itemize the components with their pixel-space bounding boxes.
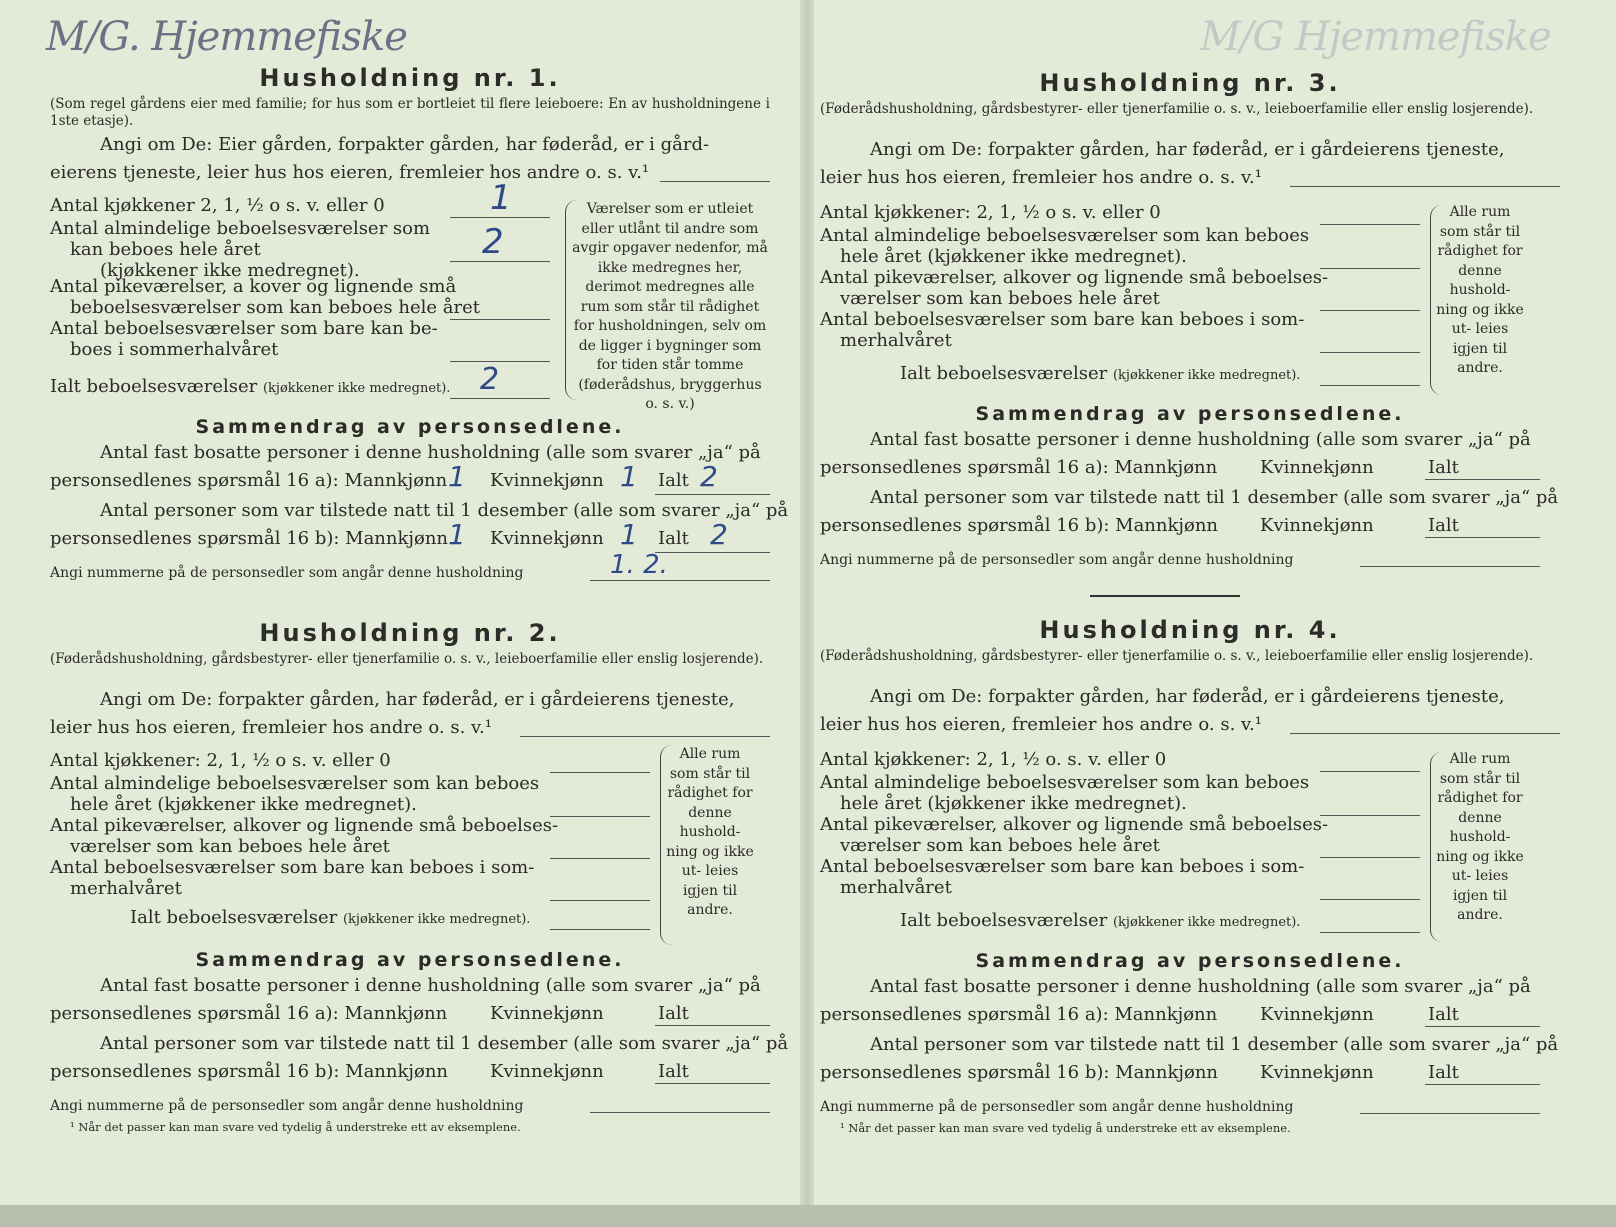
angi-line-1: Angi om De: Eier gården, forpakter gården, har føderåd, er i gård- bbox=[100, 134, 710, 155]
numbers-label: Angi nummerne på de personsedler som angår denne husholdning bbox=[820, 1099, 1294, 1115]
kvinne-label: Kvinnekjønn bbox=[1260, 515, 1374, 536]
rooms-label-2: hele året (kjøkkener ikke medregnet). bbox=[840, 793, 1187, 814]
maid-label-2: beboelsesværelser som kan beboes hele året bbox=[70, 297, 480, 318]
brace-note: Alle rum som står til rådighet for denne hushold- ning og ikke ut- leies igjen til andre. bbox=[1436, 204, 1524, 376]
underline bbox=[1425, 1026, 1540, 1027]
summary-line-1: Antal fast bosatte personer i denne husholdning (alle som svarer „ja“ på bbox=[870, 429, 1531, 450]
underline bbox=[1425, 537, 1540, 538]
summary-title: Sammendrag av personsedlene. bbox=[975, 950, 1405, 972]
underline bbox=[1320, 268, 1420, 269]
underline bbox=[550, 858, 650, 859]
underline bbox=[550, 900, 650, 901]
kvinne-label: Kvinnekjønn bbox=[1260, 1062, 1374, 1083]
rooms-label-2: hele året (kjøkkener ikke medregnet). bbox=[70, 794, 417, 815]
underline bbox=[450, 217, 550, 218]
underline bbox=[655, 552, 770, 553]
summer-label-2: merhalvåret bbox=[70, 878, 182, 899]
summary-title: Sammendrag av personsedlene. bbox=[195, 416, 625, 438]
signature-bleed-through: M/G Hjemmefiske bbox=[1200, 14, 1551, 60]
summer-label-1: Antal beboelsesværelser som bare kan beboes i som- bbox=[820, 856, 1305, 877]
brace-note: Alle rum som står til rådighet for denne hushold- ning og ikke ut- leies igjen til andre. bbox=[666, 746, 754, 918]
angi-line-1: Angi om De: forpakter gården, har føderåd, er i gårdeierens tjeneste, bbox=[100, 689, 735, 710]
kitchens-label: Antal kjøkkener: 2, 1, ½ o s. v. eller 0 bbox=[50, 750, 391, 771]
underline bbox=[450, 261, 550, 262]
maid-label-2: værelser som kan beboes hele året bbox=[840, 288, 1160, 309]
total-label: Ialt beboelsesværelser (kjøkkener ikke medregnet). bbox=[50, 376, 451, 397]
summary-line-3: Antal personer som var tilstede natt til 1 desember (alle som svarer „ja“ på bbox=[100, 500, 789, 521]
household-note: (Føderådshusholdning, gårdsbestyrer- eller tjenerfamilie o. s. v., leieboerfamilie eller enslig losjerende). bbox=[50, 651, 764, 667]
summary-line-4: personsedlenes spørsmål 16 b): Mannkjønn bbox=[820, 515, 1219, 536]
household-note: (Føderådshusholdning, gårdsbestyrer- eller tjenerfamilie o. s. v., leieboerfamilie eller enslig losjerende). bbox=[820, 648, 1534, 664]
numbers-label: Angi nummerne på de personsedler som angår denne husholdning bbox=[820, 552, 1294, 568]
maid-label-2: værelser som kan beboes hele året bbox=[840, 835, 1160, 856]
left-page bbox=[0, 0, 790, 1200]
ialt-label: Ialt bbox=[658, 1003, 689, 1024]
summary-line-2: personsedlenes spørsmål 16 a): Mannkjønn bbox=[50, 470, 448, 491]
underline bbox=[550, 929, 650, 930]
ialt-label: Ialt bbox=[1428, 1004, 1459, 1025]
kvinne-label: Kvinnekjønn bbox=[1260, 457, 1374, 478]
a-ialt-value: 2 bbox=[700, 460, 718, 493]
brace-note: Alle rum som står til rådighet for denne hushold- ning og ikke ut- leies igjen til andre. bbox=[1436, 751, 1524, 923]
underline bbox=[1425, 1084, 1540, 1085]
brace-note: Værelser som er utleiet eller utlånt til andre som avgir opgaver nedenfor, må ikke medregnes her, derimot medregnes alle rum som står til rådighet for husholdningen, selv om de ligger i bygninger som for tiden står tomme (føderådshus, bryggerhus o. s. v.) bbox=[572, 201, 768, 412]
summary-title: Sammendrag av personsedlene. bbox=[975, 403, 1405, 425]
maid-label-1: Antal pikeværelser, alkover og lignende små beboelses- bbox=[820, 267, 1329, 288]
right-page bbox=[820, 0, 1610, 1200]
summer-label-2: merhalvåret bbox=[840, 877, 952, 898]
household-title: Husholdning nr. 4. bbox=[1039, 616, 1341, 644]
summary-line-1: Antal fast bosatte personer i denne husholdning (alle som svarer „ja“ på bbox=[100, 442, 761, 463]
section-separator bbox=[1090, 595, 1240, 597]
household-title: Husholdning nr. 2. bbox=[259, 619, 561, 647]
maid-label-1: Antal pikeværelser, alkover og lignende små beboelses- bbox=[50, 815, 559, 836]
household-2 bbox=[50, 615, 789, 1155]
kvinne-label: Kvinnekjønn bbox=[490, 1061, 604, 1082]
ialt-label: Ialt bbox=[1428, 457, 1459, 478]
ialt-label: Ialt bbox=[1428, 1062, 1459, 1083]
underline bbox=[450, 319, 550, 320]
ialt-label: Ialt bbox=[658, 1061, 689, 1082]
total-label: Ialt beboelsesværelser (kjøkkener ikke medregnet). bbox=[130, 907, 531, 928]
a-kvinne-value: 1 bbox=[620, 460, 638, 493]
angi-line-2: eierens tjeneste, leier hus hos eieren, fremleier hos andre o. s. v.¹ bbox=[50, 162, 650, 183]
household-title: Husholdning nr. 3. bbox=[1039, 69, 1341, 97]
summary-line-4: personsedlenes spørsmål 16 b): Mannkjønn bbox=[50, 1061, 449, 1082]
angi-line-1: Angi om De: forpakter gården, har føderåd, er i gårdeierens tjeneste, bbox=[870, 686, 1505, 707]
underline bbox=[660, 181, 770, 182]
maid-label-2: værelser som kan beboes hele året bbox=[70, 836, 390, 857]
rooms-label-1: Antal almindelige beboelsesværelser som kan beboes bbox=[820, 225, 1310, 246]
summary-line-2: personsedlenes spørsmål 16 a): Mannkjønn bbox=[50, 1003, 448, 1024]
kitchens-label: Antal kjøkkener 2, 1, ½ o s. v. eller 0 bbox=[50, 195, 385, 216]
numbers-label: Angi nummerne på de personsedler som angår denne husholdning bbox=[50, 1098, 524, 1114]
household-4 bbox=[820, 612, 1560, 1152]
summary-line-3: Antal personer som var tilstede natt til 1 desember (alle som svarer „ja“ på bbox=[100, 1033, 789, 1054]
b-kvinne-value: 1 bbox=[620, 518, 638, 551]
underline bbox=[1320, 771, 1420, 772]
underline bbox=[1320, 224, 1420, 225]
numbers-value: 1. 2. bbox=[610, 550, 668, 580]
household-note: (Føderådshusholdning, gårdsbestyrer- eller tjenerfamilie o. s. v., leieboerfamilie eller enslig losjerende). bbox=[820, 101, 1534, 117]
kvinne-label: Kvinnekjønn bbox=[490, 528, 604, 549]
underline bbox=[655, 1083, 770, 1084]
underline bbox=[1320, 857, 1420, 858]
underline bbox=[1320, 932, 1420, 933]
summer-label-1: Antal beboelsesværelser som bare kan beboes i som- bbox=[820, 309, 1305, 330]
underline bbox=[1360, 1113, 1540, 1114]
rooms-label-1: Antal almindelige beboelsesværelser som bbox=[50, 218, 431, 239]
summer-label-1: Antal beboelsesværelser som bare kan be- bbox=[50, 318, 438, 339]
total-label: Ialt beboelsesværelser (kjøkkener ikke medregnet). bbox=[900, 910, 1301, 931]
underline bbox=[550, 772, 650, 773]
rooms-label-2: hele året (kjøkkener ikke medregnet). bbox=[840, 246, 1187, 267]
footnote: ¹ Når det passer kan man svare ved tydelig å understreke ett av eksemplene. bbox=[70, 1120, 521, 1134]
rooms-label-1: Antal almindelige beboelsesværelser som kan beboes bbox=[820, 772, 1310, 793]
summer-label-1: Antal beboelsesværelser som bare kan beboes i som- bbox=[50, 857, 535, 878]
sheet-bottom-edge bbox=[0, 1205, 1616, 1227]
underline bbox=[1320, 352, 1420, 353]
maid-label-1: Antal pikeværelser, alkover og lignende små beboelses- bbox=[820, 814, 1329, 835]
summary-line-3: Antal personer som var tilstede natt til 1 desember (alle som svarer „ja“ på bbox=[870, 1034, 1559, 1055]
summary-line-4: personsedlenes spørsmål 16 b): Mannkjønn bbox=[50, 528, 449, 549]
footnote: ¹ Når det passer kan man svare ved tydelig å understreke ett av eksemplene. bbox=[840, 1121, 1291, 1135]
underline bbox=[520, 736, 770, 737]
kitchens-value: 1 bbox=[490, 178, 512, 218]
underline bbox=[655, 494, 770, 495]
rooms-label-2: kan beboes hele året bbox=[70, 239, 261, 260]
b-ialt-value: 2 bbox=[710, 518, 728, 551]
angi-line-2: leier hus hos eieren, fremleier hos andre o. s. v.¹ bbox=[820, 714, 1262, 735]
summary-line-2: personsedlenes spørsmål 16 a): Mannkjønn bbox=[820, 1004, 1218, 1025]
ialt-label: Ialt bbox=[1428, 515, 1459, 536]
underline bbox=[450, 398, 550, 399]
angi-line-2: leier hus hos eieren, fremleier hos andre o. s. v.¹ bbox=[820, 167, 1262, 188]
underline bbox=[550, 816, 650, 817]
a-mann-value: 1 bbox=[448, 460, 466, 493]
underline bbox=[1290, 733, 1560, 734]
summary-line-3: Antal personer som var tilstede natt til 1 desember (alle som svarer „ja“ på bbox=[870, 487, 1559, 508]
total-rooms-value: 2 bbox=[480, 362, 500, 397]
household-1 bbox=[50, 60, 789, 600]
underline bbox=[1320, 815, 1420, 816]
summary-line-1: Antal fast bosatte personer i denne husholdning (alle som svarer „ja“ på bbox=[870, 976, 1531, 997]
underline bbox=[590, 1112, 770, 1113]
underline bbox=[1320, 310, 1420, 311]
underline bbox=[590, 580, 770, 581]
household-3 bbox=[820, 65, 1560, 605]
underline bbox=[1290, 186, 1560, 187]
household-title: Husholdning nr. 1. bbox=[259, 64, 561, 92]
rooms-label-3: (kjøkkener ikke medregnet). bbox=[100, 260, 360, 281]
kvinne-label: Kvinnekjønn bbox=[490, 1003, 604, 1024]
summary-line-2: personsedlenes spørsmål 16 a): Mannkjønn bbox=[820, 457, 1218, 478]
ialt-label: Ialt bbox=[658, 470, 689, 491]
handwritten-signature-left: M/G. Hjemmefiske bbox=[46, 14, 407, 60]
rooms-value: 2 bbox=[482, 222, 504, 262]
b-mann-value: 1 bbox=[448, 518, 466, 551]
rooms-label-1: Antal almindelige beboelsesværelser som kan beboes bbox=[50, 773, 540, 794]
underline bbox=[1360, 566, 1540, 567]
underline bbox=[1320, 385, 1420, 386]
page-gutter bbox=[800, 0, 814, 1227]
kvinne-label: Kvinnekjønn bbox=[490, 470, 604, 491]
household-note: (Som regel gårdens eier med familie; for hus som er bortleiet til flere leieboere: En av husholdningene i 1ste etasje). bbox=[50, 96, 770, 129]
angi-line-1: Angi om De: forpakter gården, har føderåd, er i gårdeierens tjeneste, bbox=[870, 139, 1505, 160]
summary-line-4: personsedlenes spørsmål 16 b): Mannkjønn bbox=[820, 1062, 1219, 1083]
summary-title: Sammendrag av personsedlene. bbox=[195, 949, 625, 971]
ialt-label: Ialt bbox=[658, 528, 689, 549]
maid-label-1: Antal pikeværelser, a kover og lignende små bbox=[50, 276, 457, 297]
numbers-label: Angi nummerne på de personsedler som angår denne husholdning bbox=[50, 565, 524, 581]
underline bbox=[1320, 899, 1420, 900]
total-label: Ialt beboelsesværelser (kjøkkener ikke medregnet). bbox=[900, 363, 1301, 384]
kitchens-label: Antal kjøkkener: 2, 1, ½ o s. v. eller 0 bbox=[820, 202, 1161, 223]
underline bbox=[655, 1025, 770, 1026]
kitchens-label: Antal kjøkkener: 2, 1, ½ o. s. v. eller 0 bbox=[820, 749, 1167, 770]
summer-label-2: boes i sommerhalvåret bbox=[70, 339, 279, 360]
underline bbox=[450, 361, 550, 362]
underline bbox=[1425, 479, 1540, 480]
summer-label-2: merhalvåret bbox=[840, 330, 952, 351]
kvinne-label: Kvinnekjønn bbox=[1260, 1004, 1374, 1025]
summary-line-1: Antal fast bosatte personer i denne husholdning (alle som svarer „ja“ på bbox=[100, 975, 761, 996]
angi-line-2: leier hus hos eieren, fremleier hos andre o. s. v.¹ bbox=[50, 717, 492, 738]
